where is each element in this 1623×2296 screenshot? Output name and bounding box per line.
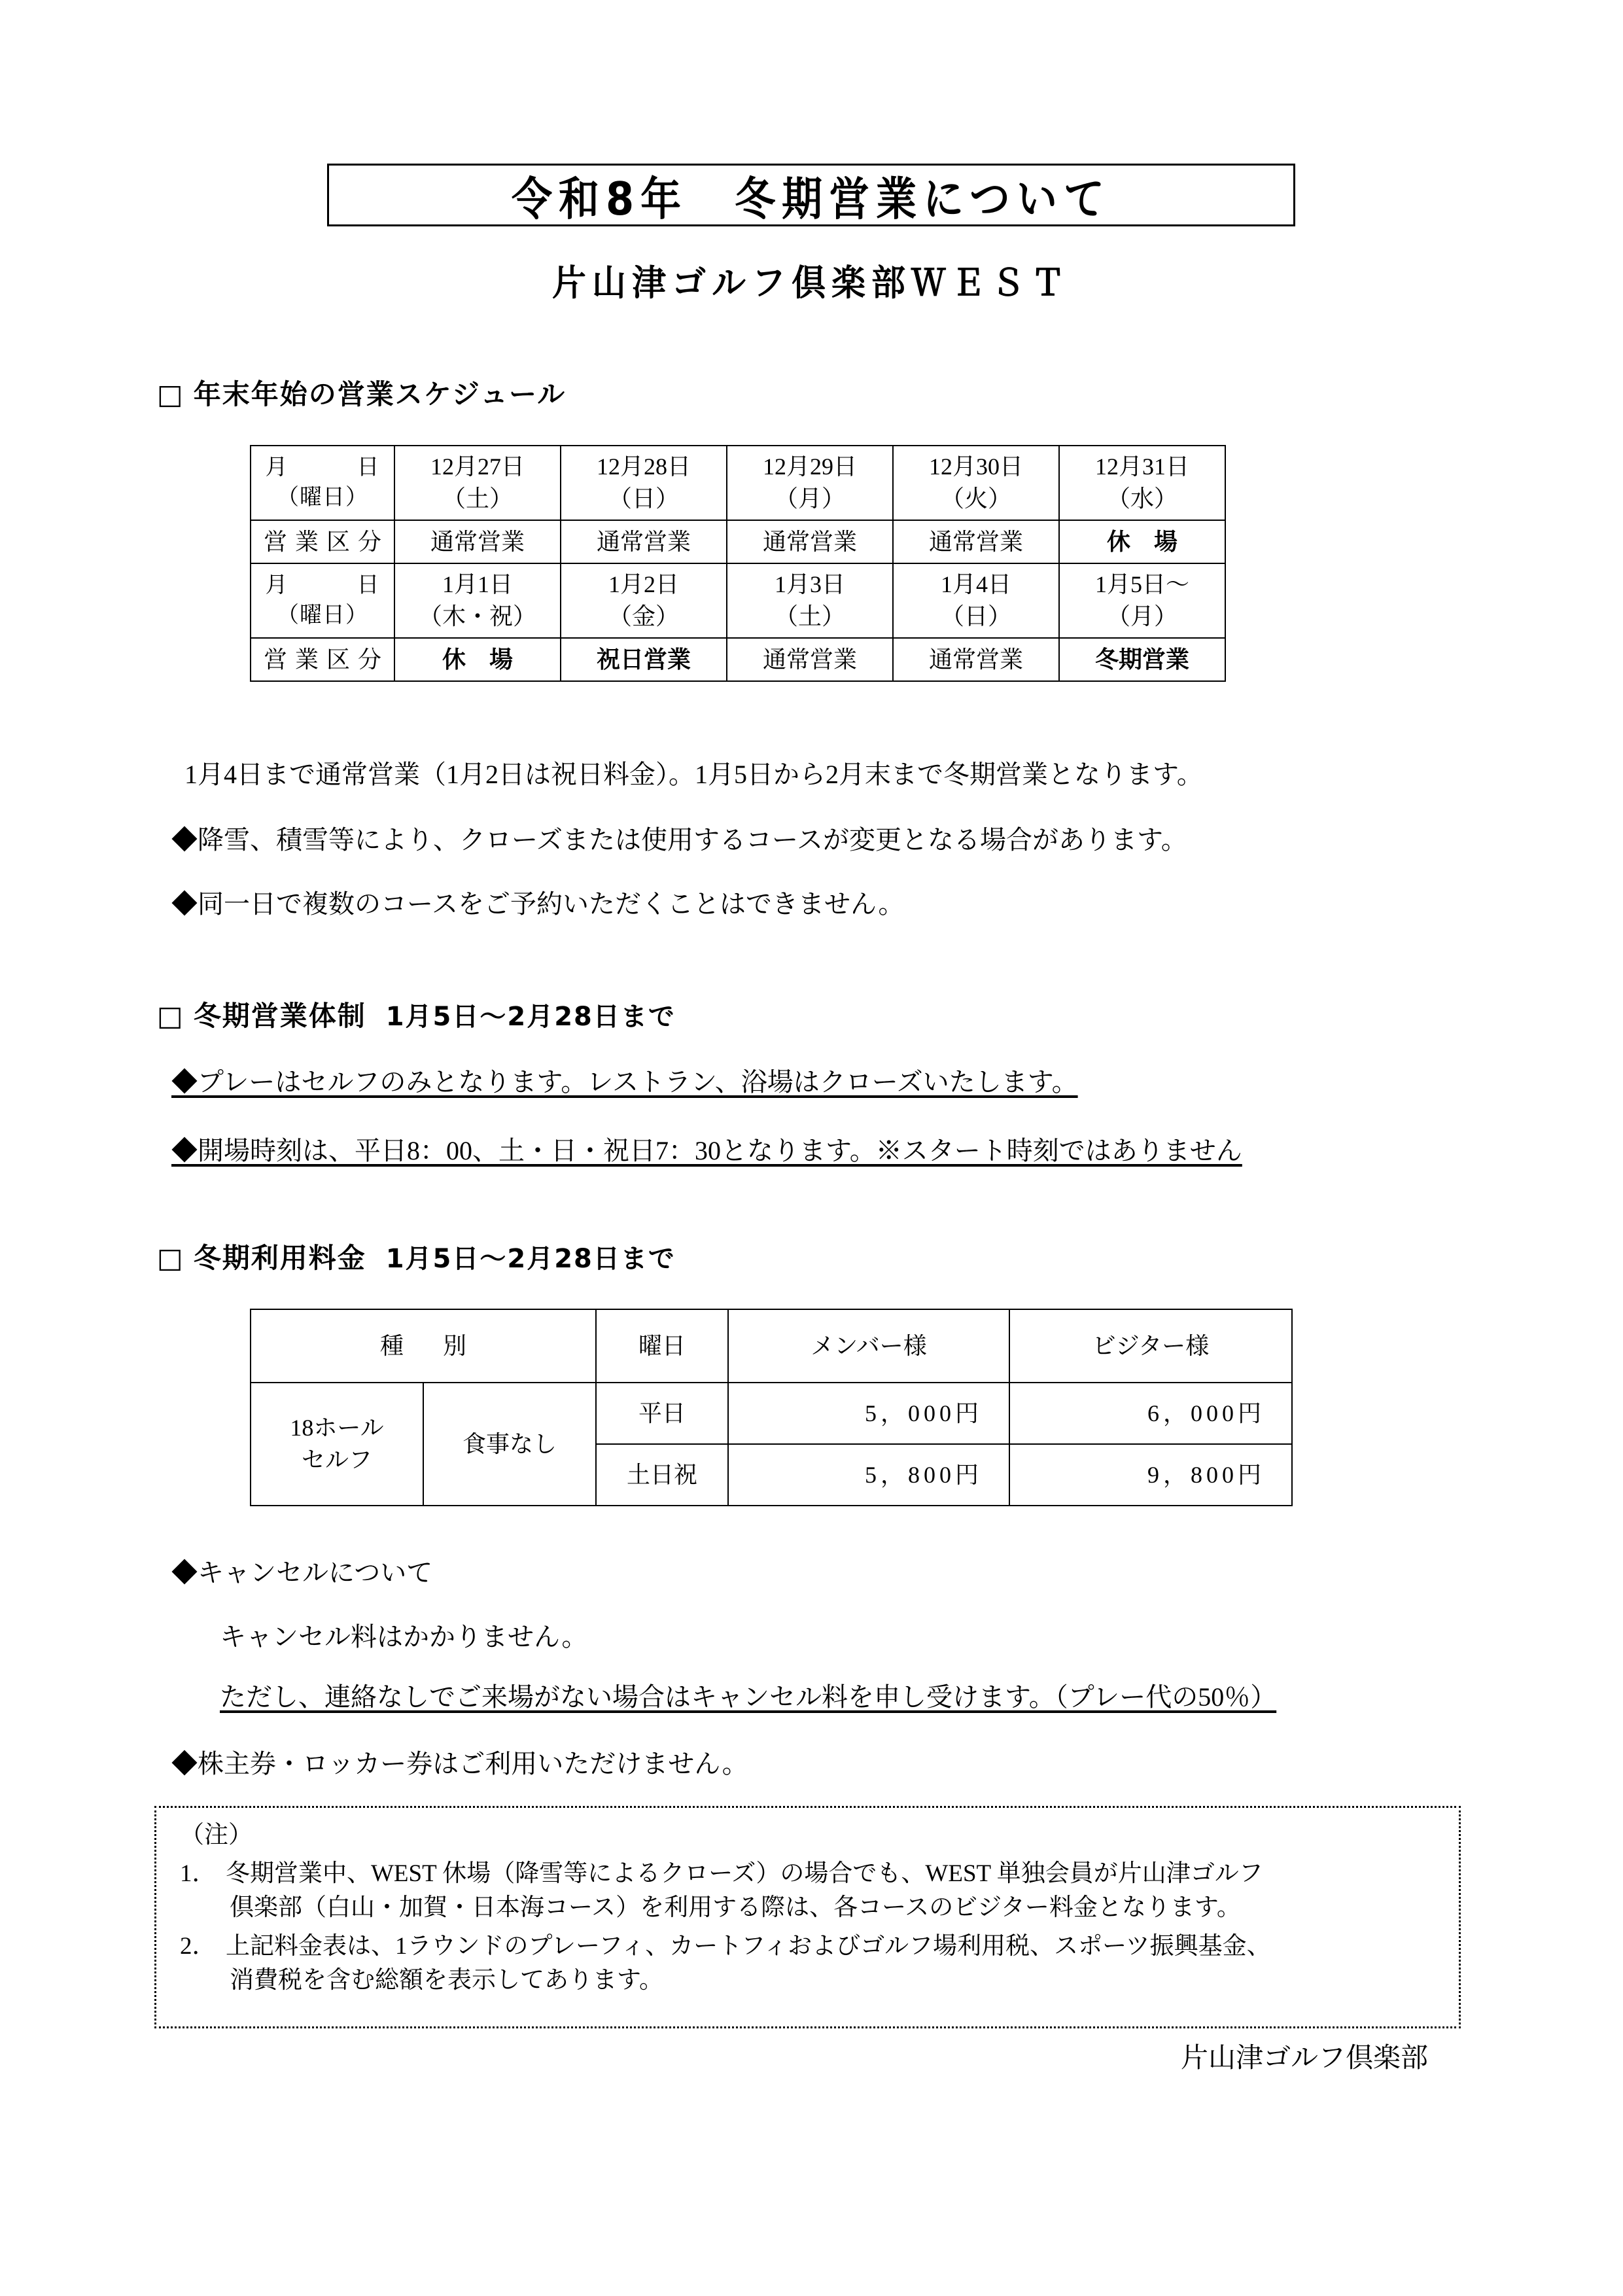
schedule-status-cell: 休 場 bbox=[1059, 520, 1225, 563]
row-label-category-2: 営業区分 bbox=[251, 638, 394, 681]
price-table bbox=[250, 1309, 1293, 1506]
section-hours-period: 1月5日〜2月28日まで bbox=[385, 1002, 676, 1032]
row-label-date-2: 月 日 （曜日） bbox=[251, 563, 394, 638]
price-day-weekend: 土日祝 bbox=[596, 1444, 728, 1506]
price-header-type: 種 別 bbox=[251, 1309, 596, 1383]
cancel-heading: ◆キャンセルについて bbox=[171, 1558, 433, 1587]
notes-content bbox=[180, 1818, 1271, 1998]
price-visitor-weekend: 9，800円 bbox=[1009, 1444, 1292, 1506]
price-header-visitor: ビジター様 bbox=[1009, 1309, 1292, 1383]
schedule-date-cell: 12月29日 （月） bbox=[727, 446, 893, 520]
hours-line-1: ◆プレーはセルフのみとなります。レストラン、浴場はクローズいたします。 bbox=[171, 1067, 1078, 1097]
schedule-date-cell: 12月31日 （水） bbox=[1059, 446, 1225, 520]
note-number: 1． bbox=[180, 1860, 217, 1887]
notes-label: （注） bbox=[180, 1822, 253, 1848]
checkbox-marker-icon: □ bbox=[157, 1242, 184, 1274]
schedule-note-2: ◆降雪、積雪等により、クローズまたは使用するコースが変更となる場合があります。 bbox=[171, 825, 1187, 855]
schedule-date-cell: 12月27日 （土） bbox=[394, 446, 561, 520]
price-type-label: 18ホール セルフ bbox=[251, 1383, 423, 1506]
note-text: 冬期営業中、WEST 休場（降雪等によるクローズ）の場合でも、WEST 単独会員が片山津ゴルフ 倶楽部（白山・加賀・日本海コース）を利用する際は、各コースのビジター料金となります。 bbox=[226, 1860, 1263, 1922]
schedule-date-cell: 1月2日 （金） bbox=[561, 563, 727, 638]
schedule-date-cell: 1月5日〜 （月） bbox=[1059, 563, 1225, 638]
checkbox-marker-icon: □ bbox=[157, 378, 184, 410]
price-day-weekday: 平日 bbox=[596, 1383, 728, 1444]
price-meal-label: 食事なし bbox=[423, 1383, 596, 1506]
schedule-date-cell: 1月3日 （土） bbox=[727, 563, 893, 638]
section-heading-hours bbox=[157, 995, 676, 1034]
hours-line-2: ◆開場時刻は、平日8：00、土・日・祝日7：30となります。※スタート時刻ではありません bbox=[171, 1136, 1242, 1165]
price-visitor-weekday: 6，000円 bbox=[1009, 1383, 1292, 1444]
section-heading-fees bbox=[157, 1237, 676, 1276]
signature: 片山津ゴルフ倶楽部 bbox=[1181, 2043, 1429, 2074]
cancel-line-2: ただし、連絡なしでご来場がない場合はキャンセル料を申し受けます。（プレー代の50％） bbox=[220, 1682, 1277, 1712]
table-row bbox=[251, 1309, 1292, 1383]
price-header-day: 曜日 bbox=[596, 1309, 728, 1383]
table-row bbox=[251, 1383, 1292, 1444]
schedule-status-cell: 通常営業 bbox=[893, 520, 1059, 563]
schedule-status-cell: 祝日営業 bbox=[561, 638, 727, 681]
note-item bbox=[180, 1857, 1271, 1926]
table-row bbox=[251, 520, 1225, 563]
schedule-status-cell: 休 場 bbox=[394, 638, 561, 681]
row-label-date-1: 月 日 （曜日） bbox=[251, 446, 394, 520]
schedule-date-cell: 12月30日 （火） bbox=[893, 446, 1059, 520]
schedule-status-cell: 通常営業 bbox=[893, 638, 1059, 681]
price-header-member: メンバー様 bbox=[728, 1309, 1009, 1383]
schedule-date-cell: 1月4日 （日） bbox=[893, 563, 1059, 638]
schedule-note-3: ◆同一日で複数のコースをご予約いただくことはできません。 bbox=[171, 889, 905, 919]
note-text: 上記料金表は、1ラウンドのプレーフィ、カートフィおよびゴルフ場利用税、スポーツ振興基金、 消費税を含む総額を表示してあります。 bbox=[226, 1932, 1271, 1994]
title-box bbox=[327, 164, 1295, 226]
table-row bbox=[251, 563, 1225, 638]
note-item bbox=[180, 1930, 1271, 1998]
table-row bbox=[251, 446, 1225, 520]
cancel-line-1: キャンセル料はかかりません。 bbox=[220, 1622, 588, 1651]
schedule-date-cell: 1月1日 （木・祝） bbox=[394, 563, 561, 638]
schedule-status-cell: 通常営業 bbox=[727, 638, 893, 681]
price-member-weekend: 5，800円 bbox=[728, 1444, 1009, 1506]
schedule-status-cell: 通常営業 bbox=[727, 520, 893, 563]
club-subtitle: 片山津ゴルフ倶楽部ＷＥＳＴ bbox=[551, 262, 1071, 304]
note-number: 2． bbox=[180, 1932, 217, 1960]
checkbox-marker-icon: □ bbox=[157, 1000, 184, 1032]
schedule-date-cell: 12月28日 （日） bbox=[561, 446, 727, 520]
schedule-table bbox=[250, 445, 1226, 682]
section-heading-schedule-label: 年末年始の営業スケジュール bbox=[193, 378, 567, 410]
schedule-status-cell: 通常営業 bbox=[394, 520, 561, 563]
section-heading-schedule bbox=[157, 373, 566, 412]
table-row bbox=[251, 638, 1225, 681]
page-title: 令和8年 冬期営業について bbox=[512, 171, 1111, 226]
section-heading-hours-label: 冬期営業体制 bbox=[193, 1000, 366, 1032]
schedule-status-cell: 冬期営業 bbox=[1059, 638, 1225, 681]
schedule-status-cell: 通常営業 bbox=[561, 520, 727, 563]
section-fees-period: 1月5日〜2月28日まで bbox=[385, 1244, 676, 1274]
price-member-weekday: 5，000円 bbox=[728, 1383, 1009, 1444]
notes-box bbox=[154, 1806, 1461, 2028]
row-label-category-1: 営業区分 bbox=[251, 520, 394, 563]
schedule-note-1: 1月4日まで通常営業（1月2日は祝日料金）。1月5日から2月末まで冬期営業となります。 bbox=[184, 760, 1203, 789]
coupon-line: ◆株主券・ロッカー券はご利用いただけません。 bbox=[171, 1749, 748, 1778]
section-heading-fees-label: 冬期利用料金 bbox=[193, 1242, 366, 1274]
